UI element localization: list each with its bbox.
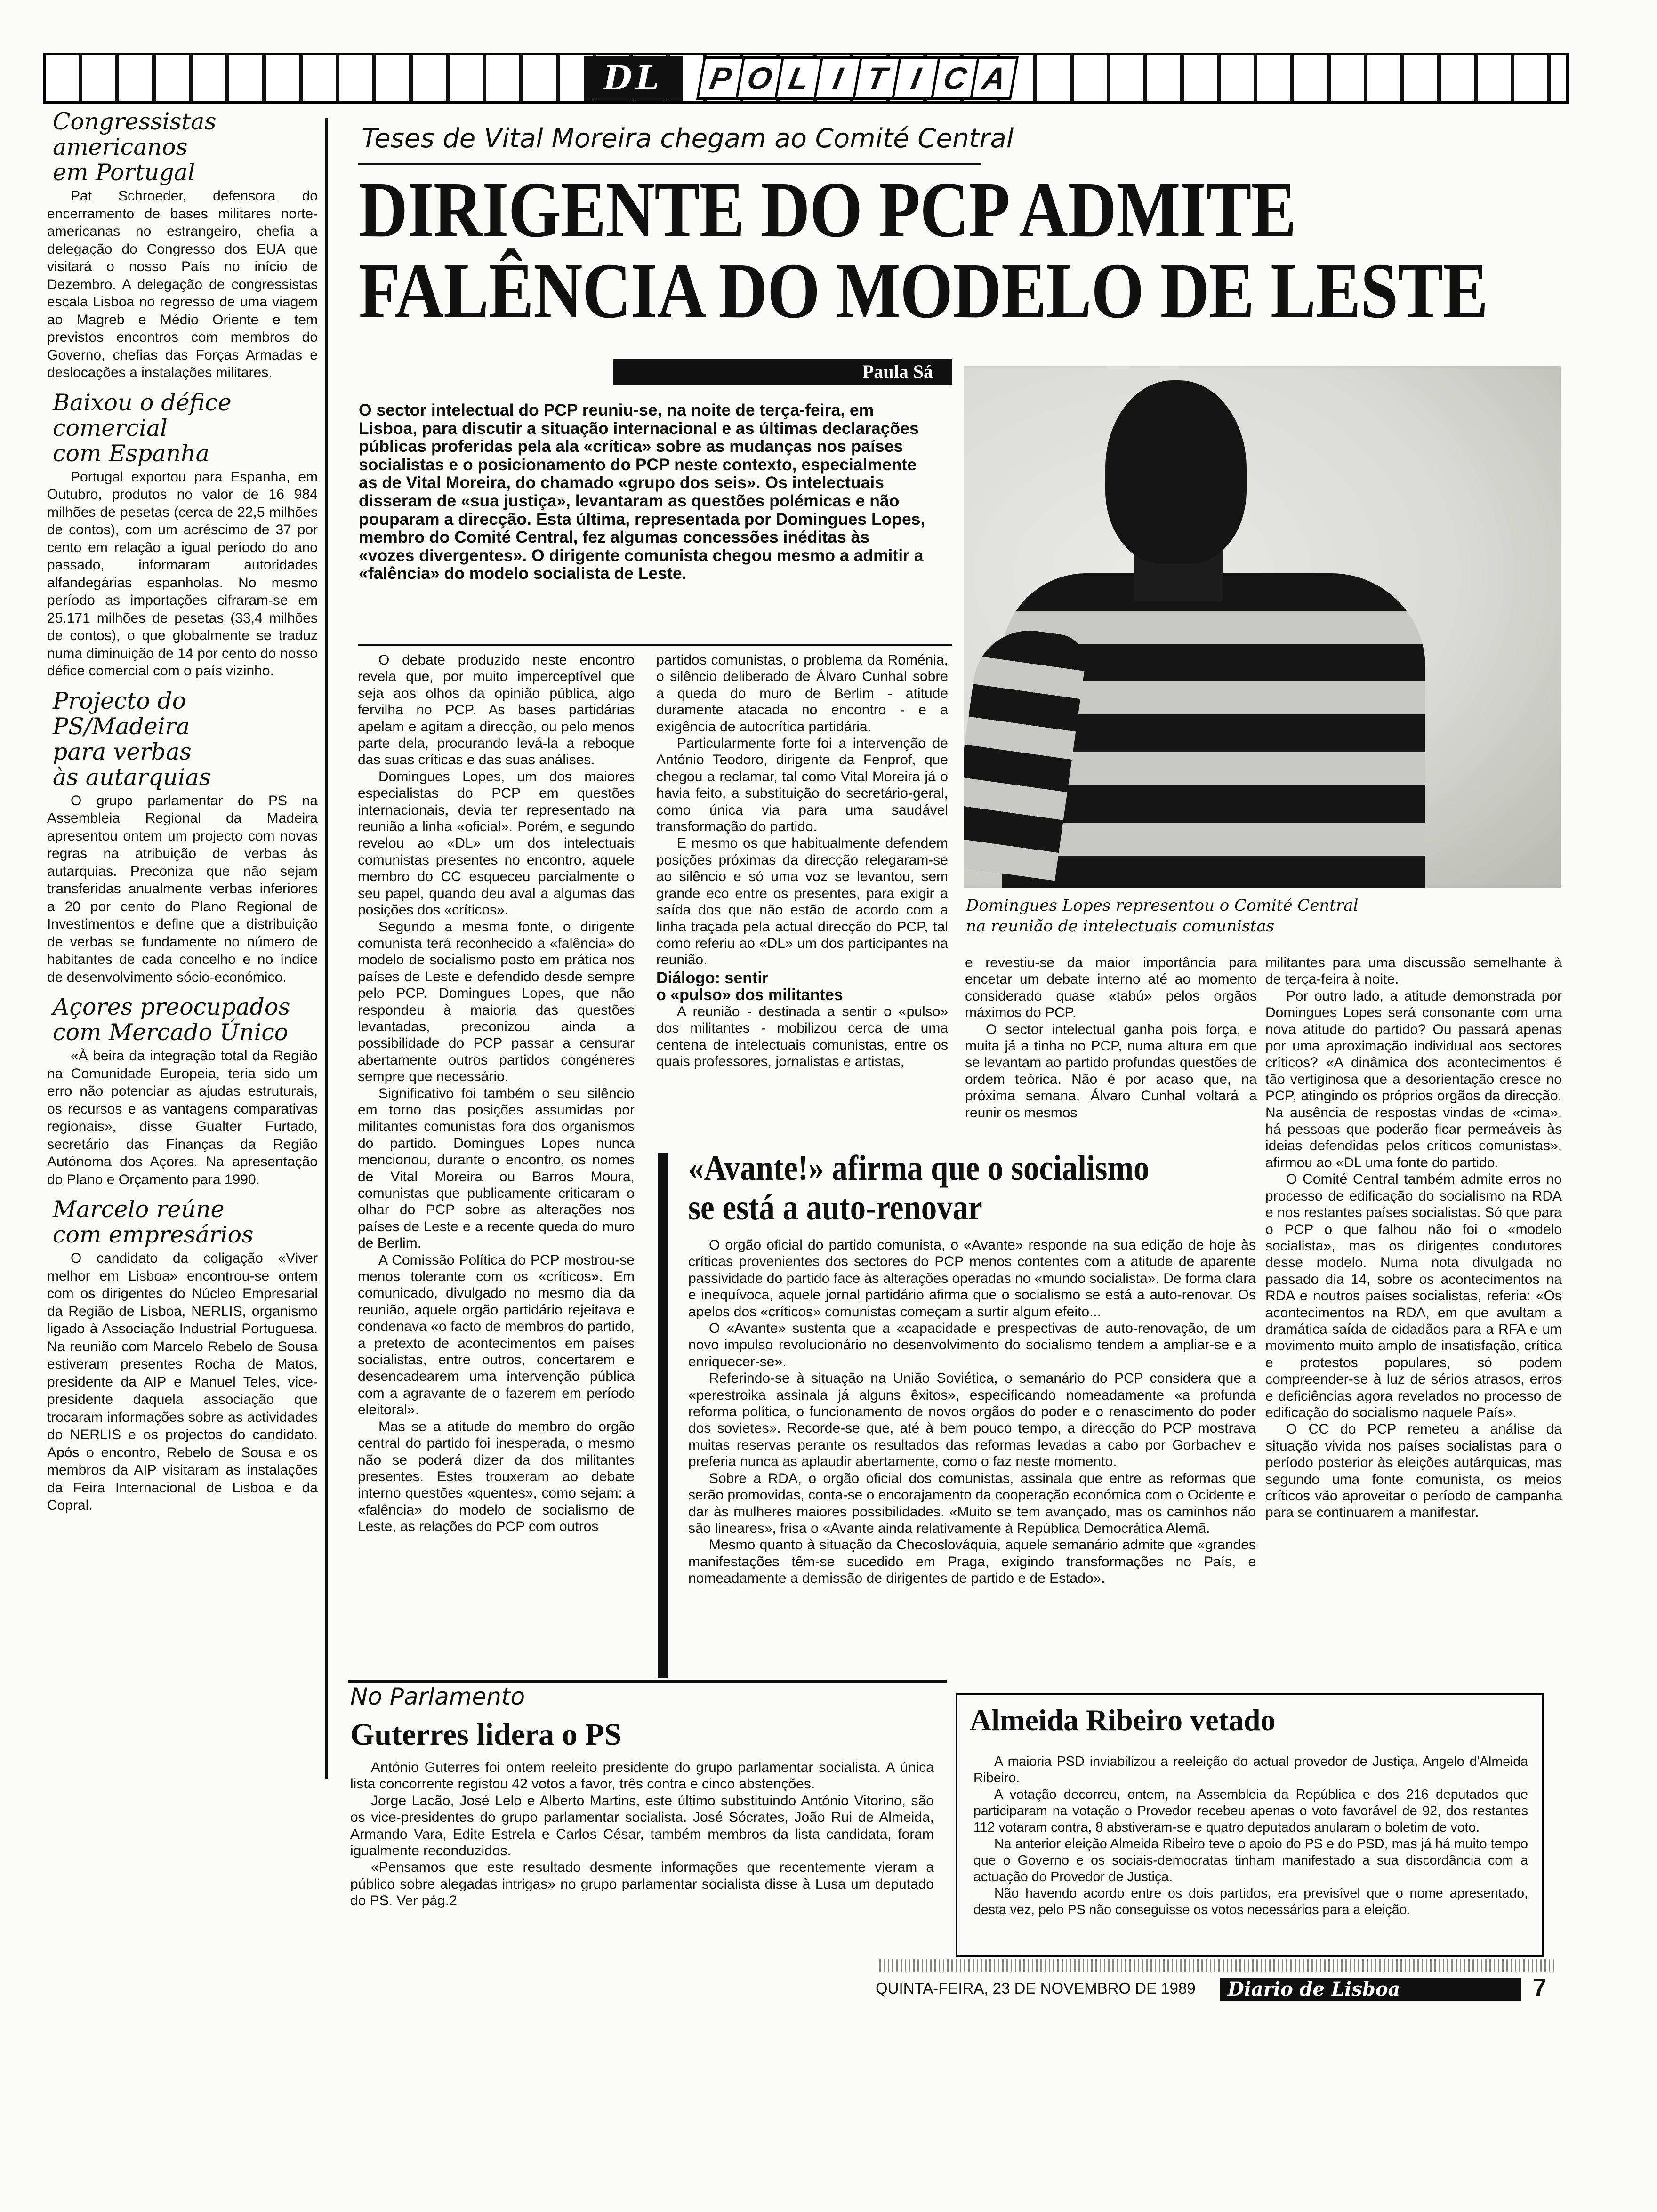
brief-congressistas: [47, 109, 318, 382]
byline: Paula Sá: [613, 359, 952, 385]
story-headline: DIRIGENTE DO PCP ADMITE FALÊNCIA DO MODELO DE LESTE: [359, 166, 1488, 335]
section-label-politica: [702, 56, 1015, 100]
brief-text: Pat Schroeder, defensora do encerramento de bases militares norte-americanas no estrangeiro, chefia a delegação do Congresso dos EUA que visitará o nosso País no início de Dezembro. A delegação de congressistas escala Lisboa no regresso de uma viagem ao Magreb e Médio Oriente e tem previstos encontros com membros do Governo, chefias das Forças Armadas e deslocações a instalações militares.: [47, 188, 318, 380]
brief-defice: [47, 390, 318, 680]
story-kicker: Teses de Vital Moreira chegam ao Comité Central: [362, 123, 1014, 154]
brief-headline: Projecto do PS/Madeira para verbas às autarquias: [53, 687, 211, 791]
brief-text: O candidato da coligação «Viver melhor em Lisboa» encontrou-se ontem com os dirigentes do Núcleo Empresarial da Região de Lisboa, NERLIS, organismo ligado à Associação Industrial Portuguesa. Na reunião com Marcelo Rebelo de Sousa estiveram presentes Rocha de Matos, presidente da AIP e Manuel Teles, vice-presidente daquela associação que trocaram informações sobre as actividades do NERLIS e os projectos do candidato. Após o encontro, Rebelo de Sousa e os membros da AIP visitaram as instalações da Feira Internacional de Lisboa e da Copral.: [47, 1250, 318, 1513]
section-letter: I: [813, 56, 862, 100]
briefs-column: [47, 109, 318, 1523]
brief-headline: Congressistas americanos em Portugal: [53, 108, 217, 186]
parlamento-kicker: No Parlamento: [350, 1683, 525, 1710]
section-letter: L: [774, 56, 823, 100]
almeida-body: A maioria PSD inviabilizou a reeleição do actual provedor de Justiça, Angelo d'Almeida Ribeiro. A votação decorreu, ontem, na Assembleia da República e dos 216 deputados que participaram na votação o Provedor recebeu apenas o voto favorável de 92, dos restantes 112 votaram contra, 8 abstiveram-se e quatro deputados anularam o boletim de voto. Na anterior eleição Almeida Ribeiro teve o apoio do PS e do PSD, mas já há muito tempo que o Governo e os sociais-democratas tinham manifestado a sua discordância com a actuação do Provedor de Justiça. Não havendo acordo entre os dois partidos, era previsível que o nome apresentado, desta vez, pelo PS não conseguisse os votos necessários para a eleição.: [973, 1754, 1528, 1917]
section-letter: T: [853, 56, 901, 100]
page-number: 7: [1533, 1974, 1547, 2001]
dl-logo: DL: [584, 56, 683, 101]
brief-marcelo: [47, 1197, 318, 1515]
kicker-rule: [358, 163, 981, 165]
brief-text: O grupo parlamentar do PS na Assembleia Regional da Madeira apresentou ontem um projecto com novas regras na atribuição de verbas às autarquias. Preconiza que não sejam transferidas anualmente verbas inferiores a 20 por cento do Plano Regional de Investimentos e define que a distribuição de verbas se fundamente no número de habitantes de cada concelho e no índice de desenvolvimento sócio-económico.: [47, 793, 318, 985]
footer-paper-logo: Diario de Lisboa: [1220, 1978, 1521, 2001]
footer-date: QUINTA-FEIRA, 23 DE NOVEMBRO DE 1989: [876, 1980, 1196, 1997]
brief-headline: Açores preocupados com Mercado Único: [53, 994, 290, 1046]
column-divider: [325, 118, 328, 1779]
brief-text: «À beira da integração total da Região na Comunidade Europeia, teria sido um erro não potenciar as ajudas estruturais, os recursos e as vantagens comparativas regionais», disse Gualter Furtado, secretário das Finanças da Região Autónoma dos Açores. Na apresentação do Plano e Orçamento para 1990.: [47, 1048, 318, 1187]
brief-headline: Baixou o défice comercial com Espanha: [53, 389, 232, 467]
section-letter: C: [931, 56, 980, 100]
footer-rule: [877, 1959, 1554, 1972]
story-column-3: e revestiu-se da maior importância para encetar um debate interno até ao momento considerado quase «tabú» pelos orgãos máximos do PCP. O sector intelectual ganha pois força, e muita já a tinha no PCP, numa altura em que se levantam ao partido profundas questões de ordem teórica. Não é por acaso que, na próxima semana, Álvaro Cunhal voltará a reunir os mesmos: [965, 955, 1257, 1121]
lead-rule: [358, 644, 952, 646]
brief-text: Portugal exportou para Espanha, em Outubro, produtos no valor de 16 984 milhões de pesetas (cerca de 22,5 milhões de contos), com um acréscimo de 37 por cento em relação a igual período do ano passado, informaram autoridades alfandegárias espanholas. No mesmo período as importações cifraram-se em 25.171 milhões de pesetas (33,4 milhões de contos), o que globalmente se traduz numa diminuição de 14 por cento do nosso défice comercial com o país vizinho.: [47, 469, 318, 679]
section-letter: P: [696, 56, 745, 100]
story-column-4: militantes para uma discussão semelhante à de terça-feira à noite. Por outro lado, a atitude demonstrada por Domingues Lopes será consonante com uma nova atitude do partido? Ou passará apenas por uma aproximação individual aos sectores críticos? «A dinâmica dos acontecimentos é tão vertiginosa que a desorientação cresce no PCP, atingindo os próprios orgãos da direcção. Na ausência de respostas vindas de «cima», há pessoas que poderão ficar permeáveis às ideias defendidas pelos críticos comunistas», afirmou ao «DL uma fonte do partido. O Comité Central também admite erros no processo de edificação do socialismo na RDA e nos restantes países socialistas. Só que para o PCP o que falhou não foi o «modelo socialista», mas os dirigentes condutores desse modelo. Numa nota divulgada no passado dia 14, sobre os acontecimentos na RDA e noutros países socialistas, referia: «Os acontecimentos na RDA, em que avultam a dramática saída de cidadãos para a RFA e um movimento muito amplo de insatisfação, crítica e protestos populares, só podem compreender-se à luz de sérios atrasos, erros e deficiências agora revelados no processo de edificação do socialismo naquele País». O CC do PCP remeteu a análise da situação vivida nos países socialistas para o período posterior às eleições autárquicas, mas segundo uma fonte comunista, os meios críticos vão aproveitar o período de campanha para se continuarem a manifestar.: [1265, 955, 1562, 1521]
avante-body: O orgão oficial do partido comunista, o «Avante» responde na sua edição de hoje às críticas provenientes dos sectores do PCP menos contentes com a atitude de aparente passividade do partido face às alterações operadas no «mundo socialista». De forma clara e inequívoca, aquele jornal partidário afirma que o socialismo se está a auto-renovar. Os apelos dos «críticos» comunistas começam a surtir algum efeito... O «Avante» sustenta que a «capacidade e prespectivas de auto-renovação, de um novo impulso revolucionário no desenvolvimento do socialismo tendem a ampliar-se e a enriquecer-se». Referindo-se à situação na União Soviética, o semanário do PCP considera que a «perestroika assinala já alguns êxitos», especificando nomeadamente «a profunda reforma política, o funcionamento de novos orgãos do poder e o renascimento do poder dos sovietes». Recorde-se que, até à bem pouco tempo, a direcção do PCP mostrava muitas reservas perante os resultados das reformas levadas a cabo por Gorbachev e preferia nunca as aplaudir abertamente, como o faz neste momento. Sobre a RDA, o orgão oficial dos comunistas, assinala que entre as reformas que serão promovidas, conta-se o encorajamento da cooperação económica com o Ocidente e dar às mulheres maiores possibilidades. «Muito se tem avançado, mas os caminhos não são lineares», frisa o «Avante ainda relativamente à República Democrática Alemã. Mesmo quanto à situação da Checoslováquia, aquele semanário admite que «grandes manifestações têm-se sucedido em Praga, exigindo transformações no País, e nomeadamente a demissão de dirigentes de partido e de Estado».: [688, 1237, 1256, 1587]
story-column-2: partidos comunistas, o problema da Roménia, o silêncio deliberado de Álvaro Cunhal sobre a queda do muro de Berlim - atitude duramente atacada no encontro - e a exigência de autocrítica partidária. Particularmente forte foi a intervenção de António Teodoro, dirigente da Fenprof, que chegou a reclamar, tal como Vital Moreira já o havia feito, a substituição do secretário-geral, como única via para uma saudável transformação do partido. E mesmo os que habitualmente defendem posições próximas da direcção relegaram-se ao silêncio e só uma voz se levantou, sem grande eco entre os presentes, para exigir a saída dos que não estão de acordo com a linha traçada pela actual direcção do PCP, tal como referiu ao «DL» um dos participantes na reunião. Diálogo: sentir o «pulso» dos militantes A reunião - destinada a sentir o «pulso» dos militantes - mobilizou cerca de uma centena de intelectuais comunistas, entre os quais professores, jornalistas e artistas,: [656, 652, 948, 1069]
section-letter: A: [970, 56, 1019, 100]
photo-domingues-lopes: [964, 366, 1561, 888]
photo-caption: Domingues Lopes representou o Comité Central na reunião de intelectuais comunistas: [966, 896, 1359, 936]
story-lead: O sector intelectual do PCP reuniu-se, na noite de terça-feira, em Lisboa, para discutir a situação internacional e as últimas declarações públicas proferidas pela ala «crítica» sobre as mudanças nos países socialistas e o posicionamento do PCP neste contexto, especialmente as de Vital Moreira, do chamado «grupo dos seis». Os intelectuais disseram de «sua justiça», levantaram as questões polémicas e não pouparam a direcção. Esta última, representada por Domingues Lopes, membro do Comité Central, fez algumas concessões inéditas às «vozes divergentes». O dirigente comunista chegou mesmo a admitir a «falência» do modelo socialista de Leste.: [359, 401, 925, 583]
brief-acores: [47, 994, 318, 1188]
brief-headline: Marcelo reúne com empresários: [53, 1196, 254, 1248]
avante-bar: [658, 1153, 668, 1678]
parlamento-headline: Guterres lidera o PS: [350, 1717, 622, 1752]
subheading: Diálogo: sentir o «pulso» dos militantes: [656, 969, 843, 1004]
parlamento-body: António Guterres foi ontem reeleito presidente do grupo parlamentar socialista. A única lista concorrente registou 42 votos a favor, três contra e cinco abstenções. Jorge Lacão, José Lelo e Alberto Martins, este último substituindo António Vitorino, são os vice-presidentes do grupo parlamentar socialista. José Sócrates, João Rui de Almeida, Armando Vara, Edite Estrela e Carlos César, também membros da lista candidata, foram igualmente reconduzidos. «Pensamos que este resultado desmente informações que recentemente vieram a público sobre alegadas intrigas» no grupo parlamentar socialista disse à Lusa um deputado do PS. Ver pág.2: [350, 1760, 934, 1909]
story-column-1: O debate produzido neste encontro revela que, por muito imperceptível que seja aos olhos da opinião pública, algo fervilha no PCP. As bases partidárias apelam e agitam a direcção, ou pelo menos parte dela, procurando levá-la a reboque das suas críticas e das suas análises. Domingues Lopes, um dos maiores especialistas do PCP em questões internacionais, devia ter representado na reunião a linha «oficial». Porém, e segundo revelou ao «DL» um dos intelectuais comunistas presentes no encontro, aquele membro do CC esqueceu parcialmente o seu papel, quando deu aval a algumas das posições dos «críticos». Segundo a mesma fonte, o dirigente comunista terá reconhecido a «falência» do modelo de socialismo posto em prática nos países de Leste e defendido desde sempre pelo PCP. Domingues Lopes, que não respondeu à maioria das questões levantadas, preconizou ainda a possibilidade do PCP passar a censurar abertamente outros partidos congéneres sempre que necessário. Significativo foi também o seu silêncio em torno das posições assumidas por militantes comunistas fora dos organismos do partido. Domingues Lopes nunca mencionou, durante o encontro, os nomes de Vital Moreira ou Barros Moura, comunistas que publicamente criticaram o olhar do PCP sobre as alterações nos países de Leste e a recente queda do muro de Berlim. A Comissão Política do PCP mostrou-se menos tolerante com os «críticos». Em comunicado, divulgado no mesmo dia da reunião, aquele orgão partidário rejeitava e condenava «o facto de membros do partido, a pretexto de acontecimentos em países socialistas, entre outros, concertarem e desencadearem uma intervenção pública com a agravante de o fazerem em período eleitoral». Mas se a atitude do membro do orgão central do partido foi inesperada, o mesmo não se poderá dizer da dos militantes presentes. Estes trouxeram ao debate interno questões «quentes», como sejam: a «falência» do modelo de socialismo de Leste, as relações do PCP com outros: [358, 652, 635, 1535]
avante-headline: «Avante!» afirma que o socialismo se está a auto-renovar: [688, 1148, 1150, 1227]
parlamento-rule: [348, 1680, 947, 1683]
section-letter: I: [892, 56, 941, 100]
section-letter: O: [735, 56, 784, 100]
brief-madeira: [47, 689, 318, 986]
almeida-headline: Almeida Ribeiro vetado: [970, 1703, 1276, 1737]
